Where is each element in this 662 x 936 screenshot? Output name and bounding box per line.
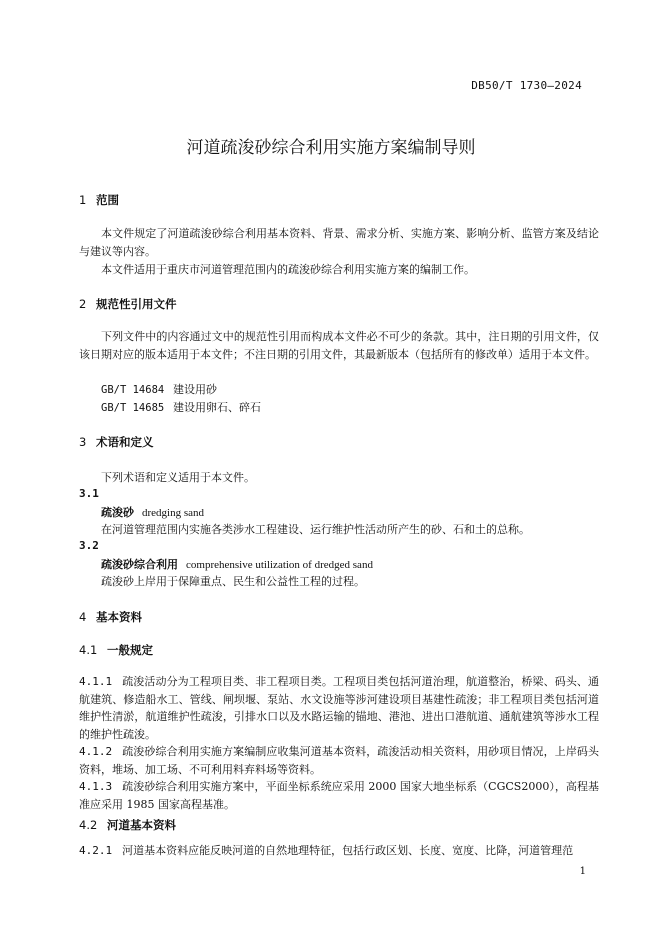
reference-name: 建设用卵石、碎石 xyxy=(173,401,261,414)
section-2-paragraph: 下列文件中的内容通过文中的规范性引用而构成本文件必不可少的条款。其中，注日期的引用文件，仅该日期对应的版本适用于本文件；不注日期的引用文件，其最新版本（包括所有的修改单）适用于本文件。 xyxy=(79,330,599,361)
subsection-number: 4.2 xyxy=(79,818,98,832)
section-1-paragraph-1: 本文件规定了河道疏浚砂综合利用基本资料、背景、需求分析、实施方案、影响分析、监管方案及结论与建议等内容。 xyxy=(79,227,599,258)
clause-text: 疏浚活动分为工程项目类、非工程项目类。工程项目类包括河道治理，航道整治，桥梁、码头、通航建筑、修造船水工、管线、闸坝堰、泵站、水文设施等涉河建设项目基建性疏浚；非工程项目类包括河道维护性清淤，航道维护性疏浚，引排水口以及水路运输的锚地、港池、进出口港航道、通航建筑等涉水工程的维护性疏浚。 xyxy=(79,675,599,741)
section-title: 范围 xyxy=(96,193,119,207)
section-title: 基本资料 xyxy=(96,610,142,624)
term-entry xyxy=(101,504,204,520)
section-title: 规范性引用文件 xyxy=(96,297,177,311)
term-number: 3.1 xyxy=(79,487,99,500)
clause-text: 河道基本资料应能反映河道的自然地理特征，包括行政区划、长度、宽度、比降，河道管理范 xyxy=(122,844,574,857)
clause-number: 4.1.2 xyxy=(79,745,113,758)
section-2-heading xyxy=(79,296,177,312)
subsection-4-1-heading xyxy=(79,642,153,658)
reference-code: GB/T 14685 xyxy=(101,402,165,414)
reference-item xyxy=(101,399,261,415)
clause-text: 疏浚砂综合利用实施方案编制应收集河道基本资料，疏浚活动相关资料，用砂项目情况，上岸码头资料，堆场、加工场、不可利用料弃料场等资料。 xyxy=(79,745,599,776)
reference-item xyxy=(101,381,217,397)
term-definition: 疏浚砂上岸用于保障重点、民生和公益性工程的过程。 xyxy=(101,575,365,588)
section-3-heading xyxy=(79,434,154,450)
clause-number: 4.1.1 xyxy=(79,675,113,688)
term-en: comprehensive utilization of dredged sand xyxy=(186,559,373,571)
section-4-heading xyxy=(79,609,142,625)
clause-text: 疏浚砂综合利用实施方案中，平面坐标系统应采用 2000 国家大地坐标系（CGCS2000），高程基准应采用 1985 国家高程基准。 xyxy=(79,780,599,811)
standard-code: DB50/T 1730—2024 xyxy=(471,79,582,92)
subsection-4-2-heading xyxy=(79,817,176,833)
document-title: 河道疏浚砂综合利用实施方案编制导则 xyxy=(186,138,476,158)
clause-number: 4.2.1 xyxy=(79,844,113,857)
section-1-paragraph-2: 本文件适用于重庆市河道管理范围内的疏浚砂综合利用实施方案的编制工作。 xyxy=(101,263,475,276)
term-definition: 在河道管理范围内实施各类涉水工程建设、运行维护性活动所产生的砂、石和土的总称。 xyxy=(101,523,530,536)
subsection-title: 一般规定 xyxy=(107,643,153,657)
section-1-heading xyxy=(79,192,119,208)
section-number: 2 xyxy=(79,297,87,311)
section-number: 3 xyxy=(79,435,87,449)
clause-number: 4.1.3 xyxy=(79,780,113,793)
section-title: 术语和定义 xyxy=(96,435,154,449)
term-entry xyxy=(101,556,373,572)
term-number: 3.2 xyxy=(79,539,99,552)
term-en: dredging sand xyxy=(142,507,205,519)
clause-4-1-3 xyxy=(79,778,599,813)
page-number: 1 xyxy=(579,866,586,877)
term-zh: 疏浚砂综合利用 xyxy=(101,558,178,571)
term-zh: 疏浚砂 xyxy=(101,506,134,519)
section-3-intro: 下列术语和定义适用于本文件。 xyxy=(101,471,255,484)
section-number: 4 xyxy=(79,610,87,624)
reference-name: 建设用砂 xyxy=(173,383,217,396)
clause-4-1-2 xyxy=(79,743,599,778)
reference-code: GB/T 14684 xyxy=(101,384,165,396)
subsection-title: 河道基本资料 xyxy=(107,818,176,832)
clause-4-1-1 xyxy=(79,673,599,743)
subsection-number: 4.1 xyxy=(79,643,98,657)
section-number: 1 xyxy=(79,193,87,207)
clause-4-2-1 xyxy=(79,842,599,860)
